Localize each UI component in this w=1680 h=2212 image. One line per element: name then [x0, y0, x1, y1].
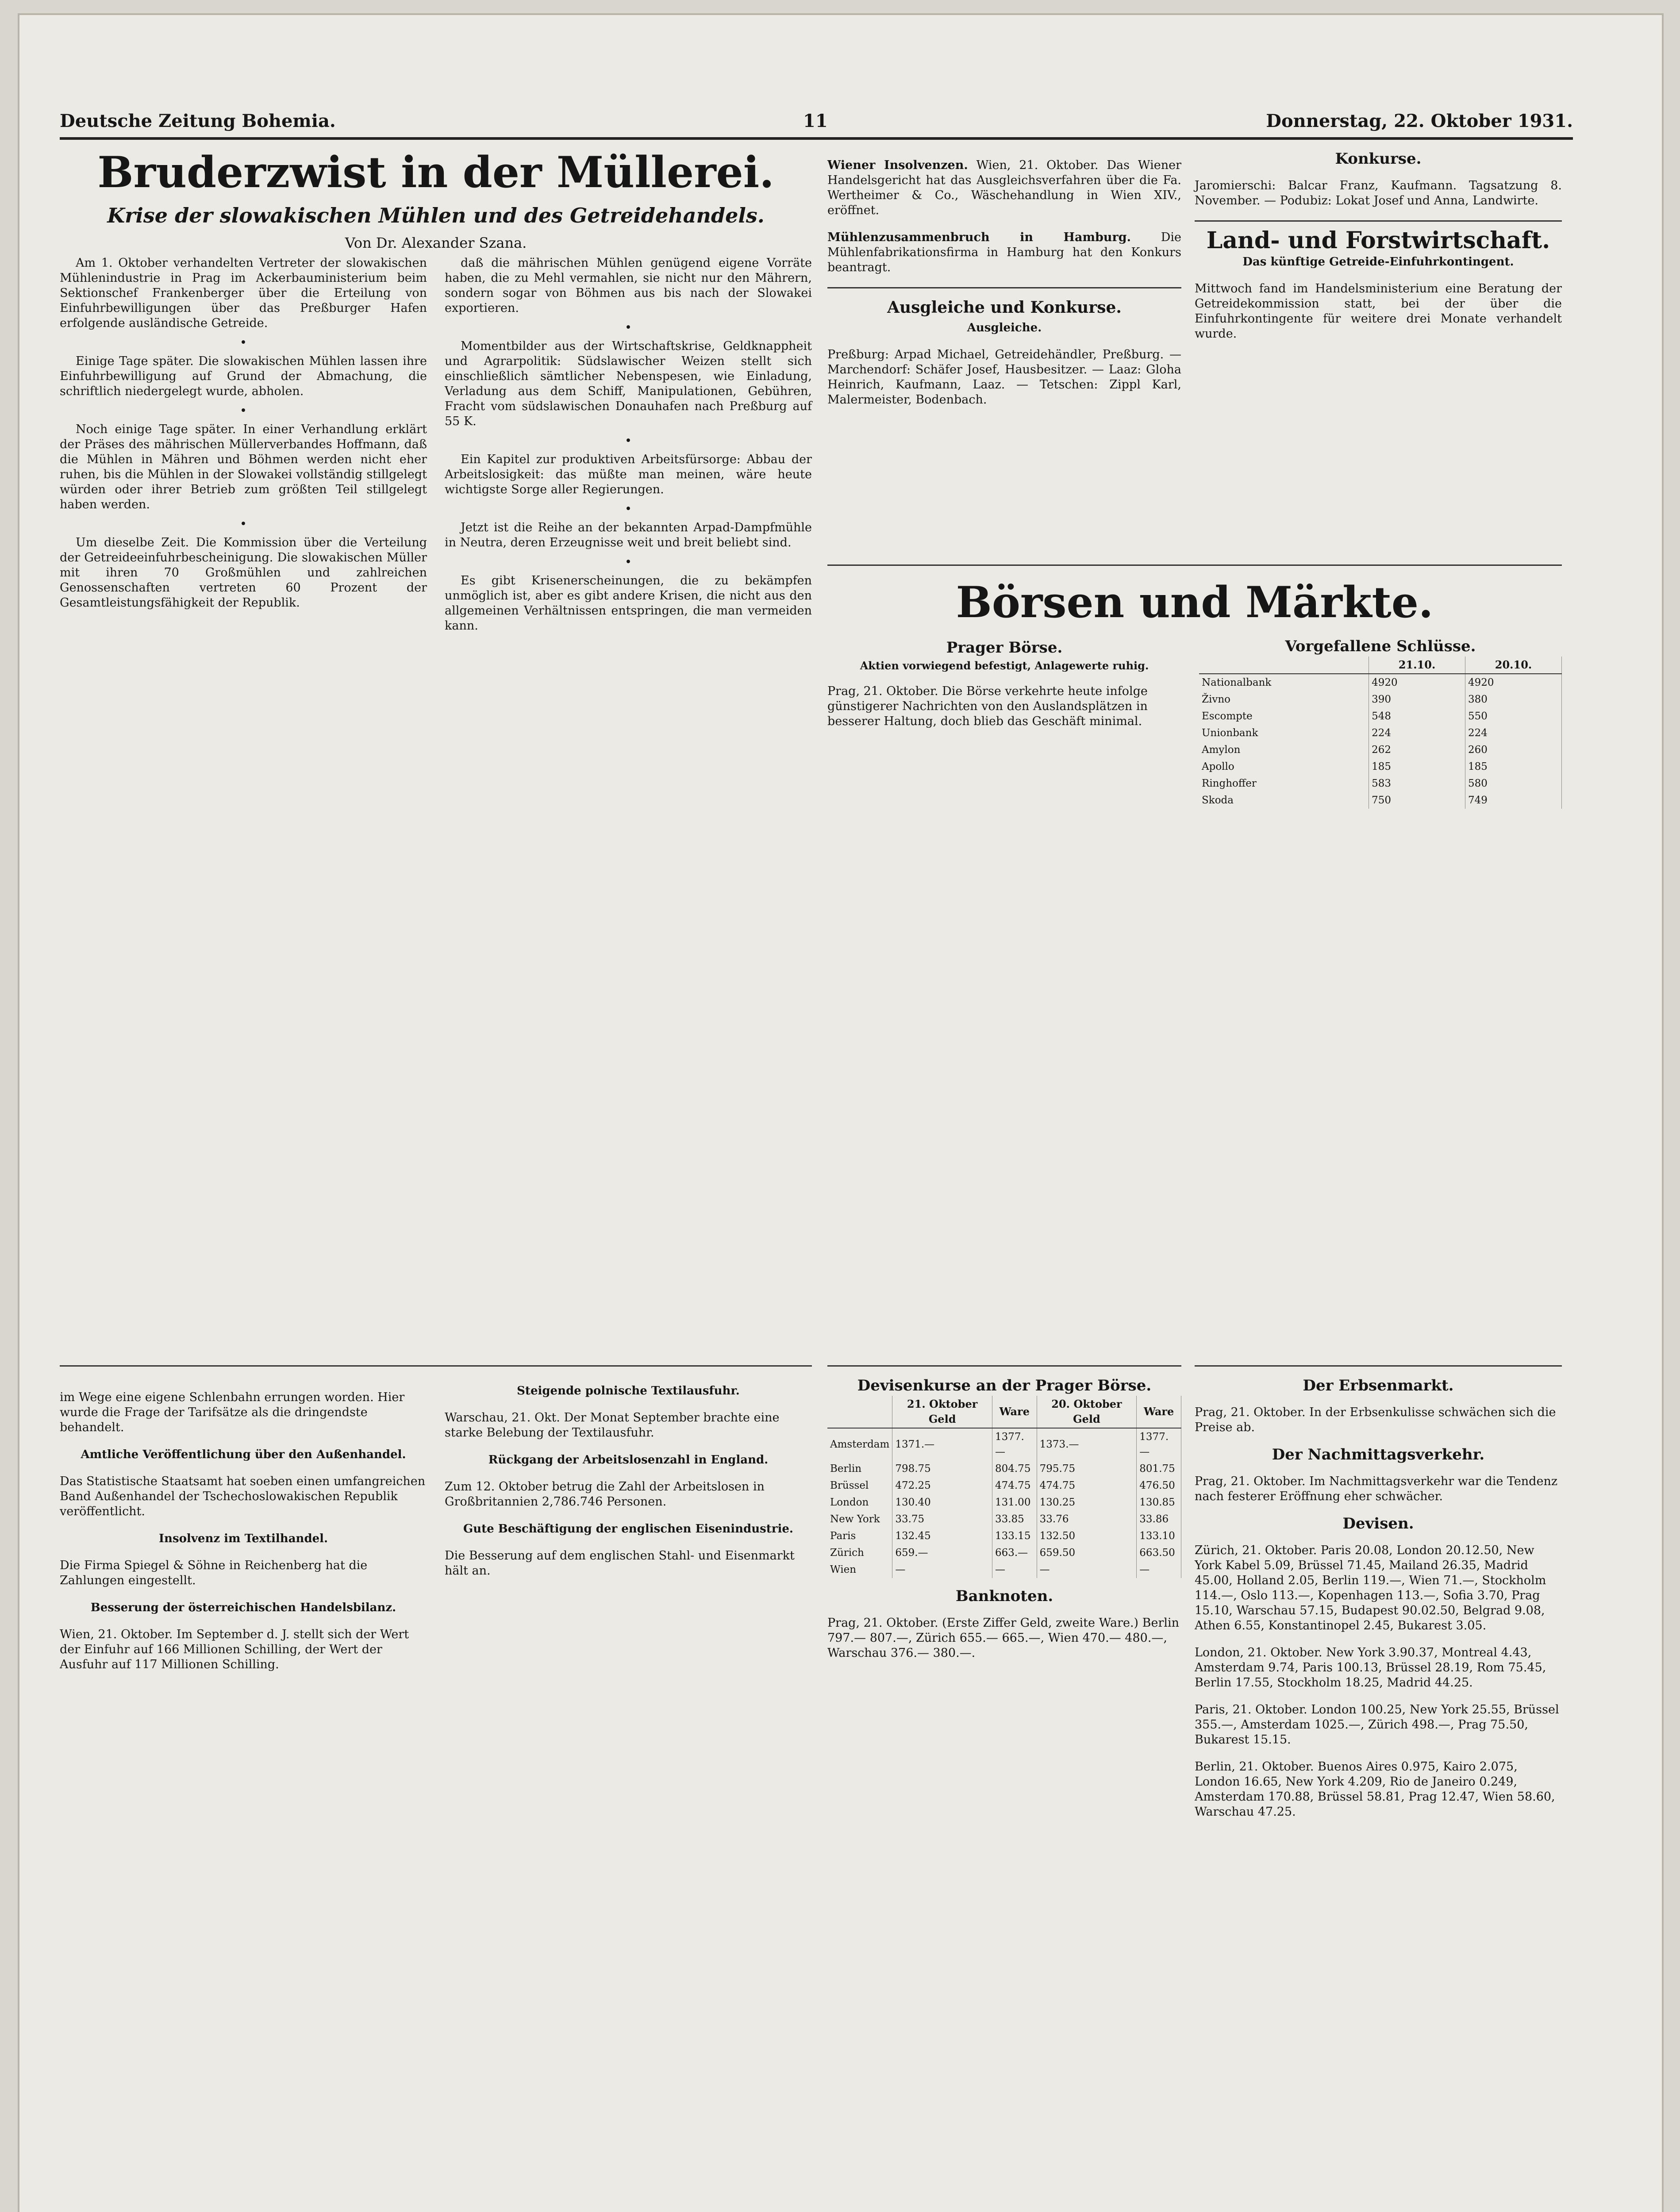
devisen-title: Devisen.: [1342, 1515, 1414, 1532]
article-paragraph: Momentbilder aus der Wirtschaftskrise, Geldknappheit und Agrarpolitik: Südslawischer Weizen stellt sich einschließlich sämtlicher Nebenspesen, wie Einladung, Verladung aus dem Schiff, Manipulationen, Gebühren, Fracht vom südslawischen Donauhafen nach Preßburg auf 55 K.: [445, 339, 812, 428]
article-paragraph: Jetzt ist die Reihe an der bekannten Arpad-Dampfmühle in Neutra, deren Erzeugnisse weit und breit beliebt sind.: [445, 521, 812, 549]
table-row: Wien — — — —: [827, 1561, 1181, 1578]
boerse-section: [827, 553, 1562, 809]
notice-title: Wiener Insolvenzen.: [827, 158, 968, 172]
news-title: Besserung der österreichischen Handelsbilanz.: [90, 1601, 396, 1614]
notice-title: Mühlenzusammenbruch in Hamburg.: [827, 230, 1131, 244]
article-subtitle: Krise der slowakischen Mühlen und des Getreidehandels.: [107, 204, 765, 227]
news-title: Amtliche Veröffentlichung über den Außenhandel.: [81, 1448, 406, 1461]
article-paragraph: Einige Tage später. Die slowakischen Mühlen lassen ihre Einfuhrbewilligung auf Grund der Abmachung, die schriftlich niedergelegt wurde, abholen.: [60, 354, 427, 398]
news-text: Zum 12. Oktober betrug die Zahl der Arbeitslosen in Großbritannien 2,786.746 Personen.: [445, 1480, 765, 1509]
news-title: Rückgang der Arbeitslosenzahl in England.: [488, 1453, 769, 1467]
news-text: Die Firma Spiegel & Söhne in Reichenberg hat die Zahlungen eingestellt.: [60, 1559, 368, 1587]
table-row: Živno 390 380: [1199, 691, 1562, 708]
news-title: Insolvenz im Textilhandel.: [158, 1532, 328, 1545]
erbsen-text: Prag, 21. Oktober. In der Erbsenkulisse schwächen sich die Preise ab.: [1195, 1406, 1556, 1434]
divider: [1195, 220, 1562, 222]
table-row: Unionbank 224 224: [1199, 725, 1562, 741]
table-row: New York 33.75 33.85 33.76 33.86: [827, 1511, 1181, 1528]
notice-text: Die Mühlenfabrikationsfirma in Hamburg hat den Konkurs beantragt.: [827, 230, 1181, 274]
prague-title: Prager Börse.: [946, 639, 1063, 657]
article-paragraph: Am 1. Oktober verhandelten Vertreter der slowakischen Mühlenindustrie in Prag im Ackerbauministerium beim Sektionschef Frankenberger über die Erteilung von Einfuhrbewilligungen über das Preßburger Hafen erfolgende ausländische Getreide.: [60, 256, 427, 330]
news-text: Das Statistische Staatsamt hat soeben einen umfangreichen Band Außenhandel der Tschechoslowakischen Republik veröffentlicht.: [60, 1475, 426, 1518]
table-row: Skoda 750 749: [1199, 792, 1562, 809]
banknoten-title: Banknoten.: [955, 1587, 1053, 1605]
news-text: Warschau, 21. Okt. Der Monat September brachte eine starke Belebung der Textilausfuhr.: [445, 1411, 780, 1440]
news-text: Die Besserung auf dem englischen Stahl- und Eisenmarkt hält an.: [445, 1549, 795, 1578]
table-row: London 130.40 131.00 130.25 130.85: [827, 1494, 1181, 1511]
main-article: [60, 146, 812, 638]
divider: [827, 287, 1181, 288]
konkurse-text: Jaromierschi: Balcar Franz, Kaufmann. Tagsatzung 8. November. — Podubiz: Lokat Josef und Anna, Landwirte.: [1195, 179, 1562, 207]
closing-title: Vorgefallene Schlüsse.: [1285, 637, 1476, 655]
devisen-table: 21. Oktober Geld Ware 20. Oktober Geld Ware Amsterdam 1371.— 1377.— 1373.— 1377.— Berlin 798.75 804.75 795.75 801.75 Brüssel 472.25 474.75 474.75 476.50 London 130.40 131.00 130.25 130.85 New York 33.75 33.85 33.76 33.86 Paris 132.45 133.15 132.50 133.10 Zürich 659.— 663.— 659.50 663.50 Wien — — — —: [827, 1396, 1181, 1578]
right-column: [1195, 146, 1562, 353]
news-title: Gute Beschäftigung der englischen Eisenindustrie.: [463, 1522, 793, 1536]
divider: [60, 1365, 812, 1367]
land-title: Land- und Forstwirtschaft.: [1206, 227, 1550, 254]
table-row: Zürich 659.— 663.— 659.50 663.50: [827, 1544, 1181, 1561]
bottom-right-column: [1195, 1354, 1562, 1832]
news-title: Steigende polnische Textilausfuhr.: [517, 1384, 740, 1398]
paris-text: Paris, 21. Oktober. London 100.25, New York 25.55, Brüssel 355.—, Amsterdam 1025.—, Zürich 498.—, Prag 75.50, Bukarest 15.15.: [1195, 1703, 1559, 1747]
divider: [827, 565, 1562, 566]
bottom-left-column: [60, 1354, 812, 1684]
section-title: Ausgleiche und Konkurse.: [887, 298, 1122, 317]
masthead: Deutsche Zeitung Bohemia.: [60, 111, 336, 131]
page-number: 11: [803, 111, 828, 131]
article-paragraph: Ein Kapitel zur produktiven Arbeitsfürsorge: Abbau der Arbeitslosigkeit: das müßte man meinen, wäre heute wichtigste Sorge aller Regierungen.: [445, 453, 812, 496]
middle-column: [827, 146, 1181, 419]
section-text: Preßburg: Arpad Michael, Getreidehändler, Preßburg. — Marchendorf: Schäfer Josef, Hausbesitzer. — Laaz: Gloha Heinrich, Kaufmann, Laaz. — Tetschen: Zippl Karl, Malermeister, Bodenbach.: [827, 348, 1181, 407]
bottom-middle-column: [827, 1354, 1181, 1673]
page-header: [60, 97, 1573, 140]
london-text: London, 21. Oktober. New York 3.90.37, Montreal 4.43, Amsterdam 9.74, Paris 100.13, Brüssel 28.19, Rom 75.45, Berlin 17.55, Stockholm 18.25, Madrid 44.25.: [1195, 1646, 1546, 1690]
nachmittag-text: Prag, 21. Oktober. Im Nachmittagsverkehr war die Tendenz nach festerer Eröffnung eher schwächer.: [1195, 1475, 1558, 1503]
divider: [827, 1365, 1181, 1367]
devisen-table-title: Devisenkurse an der Prager Börse.: [857, 1377, 1152, 1394]
table-row: Amylon 262 260: [1199, 741, 1562, 758]
table-row: Brüssel 472.25 474.75 474.75 476.50: [827, 1477, 1181, 1494]
table-row: Nationalbank 4920 4920: [1199, 674, 1562, 691]
konkurse-title: Konkurse.: [1335, 150, 1422, 168]
article-column-2: daß die mährischen Mühlen genügend eigene Vorräte haben, die zu Mehl vermahlen, sie nicht nur den Mährern, sondern sogar von Böhmen aus bis nach der Slowakei exportieren. • Momentbilder aus der Wirtschaftskrise, Geldknappheit und Agrarpolitik: Südslawischer Weizen stellt sich einschließlich sämtlicher Nebenspesen, wie Einladung, Verladung aus dem Schiff, Manipulationen, Gebühren, Fracht vom südslawischen Donauhafen nach Preßburg auf 55 K. • Ein Kapitel zur produktiven Arbeitsfürsorge: Abbau der Arbeitslosigkeit: das müßte man meinen, wäre heute wichtigste Sorge aller Regierungen. • Jetzt ist die Reihe an der bekannten Arpad-Dampfmühle in Neutra, deren Erzeugnisse weit und breit beliebt sind. • Es gibt Krisenerscheinungen, die zu bekämpfen unmöglich ist, aber es gibt andere Krisen, die nicht aus den allgemeinen Verhältnissen entspringen, die man vermeiden kann.: [445, 256, 812, 633]
article-column-1: Am 1. Oktober verhandelten Vertreter der slowakischen Mühlenindustrie in Prag im Ackerbauministerium beim Sektionschef Frankenberger über die Erteilung von Einfuhrbewilligungen über das Preßburger Hafen erfolgende ausländische Getreide. • Einige Tage später. Die slowakischen Mühlen lassen ihre Einfuhrbewilligung auf Grund der Abmachung, die schriftlich niedergelegt wurde, abholen. • Noch einige Tage später. In einer Verhandlung erklärt der Präses des mährischen Müllerverbandes Hoffmann, daß die Mühlen in Mähren und Böhmen werden nicht eher ruhen, bis die Mühlen in der Slowakei vollständig stillgelegt würden oder ihrer Betrieb zum größten Teil stillgelegt haben werden. • Um dieselbe Zeit. Die Kommission über die Verteilung der Getreideeinfuhrbescheinigung. Die slowakischen Müller mit ihren 70 Großmühlen und zahlreichen Genossenschaften vertreten 60 Prozent der Gesamtleistungsfähigkeit der Republik.: [60, 256, 427, 610]
article-paragraph: daß die mährischen Mühlen genügend eigene Vorräte haben, die zu Mehl vermahlen, sie nicht nur den Mährern, sondern sogar von Böhmen aus bis nach der Slowakei exportieren.: [445, 256, 812, 315]
divider: [1195, 1365, 1562, 1367]
erbsen-title: Der Erbsenmarkt.: [1303, 1377, 1454, 1394]
article-paragraph: Noch einige Tage später. In einer Verhandlung erklärt der Präses des mährischen Müllerverbandes Hoffmann, daß die Mühlen in Mähren und Böhmen werden nicht eher ruhen, bis die Mühlen in der Slowakei vollständig stillgelegt würden oder ihrer Betrieb zum größten Teil stillgelegt haben werden.: [60, 422, 427, 511]
article-columns: [60, 256, 812, 638]
article-byline: Von Dr. Alexander Szana.: [345, 234, 527, 251]
text: im Wege eine eigene Schlenbahn errungen worden. Hier wurde die Frage der Tarifsätze als die dringendste behandelt.: [60, 1390, 405, 1434]
closing-table: 21.10. 20.10. Nationalbank 4920 4920 Živno 390 380 Escompte 548 550 Unionbank 224 224 Amylon 262 260 Apollo 185 185 Ringhoffer 583 580 Skoda 750 749: [1199, 657, 1562, 809]
prague-text: Prag, 21. Oktober. Die Börse verkehrte heute infolge günstigerer Nachrichten von den Auslandsplätzen in besserer Haltung, doch blieb das Geschäft minimal.: [827, 684, 1148, 728]
devisen-text: Zürich, 21. Oktober. Paris 20.08, London 20.12.50, New York Kabel 5.09, Brüssel 71.45, Mailand 26.35, Madrid 45.00, Holland 2.05, Berlin 119.—, Wien 71.—, Stockholm 114.—, Oslo 113.—, Kopenhagen 113.—, Sofia 3.70, Prag 15.10, Warschau 57.15, Budapest 90.02.50, Belgrad 9.08, Athen 6.55, Konstantinopel 2.45, Bukarest 3.05.: [1195, 1544, 1546, 1632]
article-title: Bruderzwist in der Müllerei.: [97, 147, 774, 197]
table-row: Escompte 548 550: [1199, 708, 1562, 725]
nachmittag-title: Der Nachmittagsverkehr.: [1272, 1446, 1485, 1463]
news-text: Wien, 21. Oktober. Im September d. J. stellt sich der Wert der Einfuhr auf 166 Millionen Schilling, der Wert der Ausfuhr auf 117 Millionen Schilling.: [60, 1628, 409, 1671]
land-text: Mittwoch fand im Handelsministerium eine Beratung der Getreidekommission statt, bei der über die Einfuhrkontingente für weitere drei Monate verhandelt wurde.: [1195, 282, 1562, 341]
issue-date: Donnerstag, 22. Oktober 1931.: [1266, 111, 1573, 131]
article-paragraph: Es gibt Krisenerscheinungen, die zu bekämpfen unmöglich ist, aber es gibt andere Krisen, die nicht aus den allgemeinen Verhältnissen entspringen, die man vermeiden kann.: [445, 574, 812, 633]
berlin-text: Berlin, 21. Oktober. Buenos Aires 0.975, Kairo 2.075, London 16.65, New York 4.209, Rio de Janeiro 0.249, Amsterdam 170.88, Brüssel 58.81, Prag 12.47, Wien 58.60, Warschau 47.25.: [1195, 1760, 1555, 1819]
prague-subtitle: Aktien vorwiegend befestigt, Anlagewerte ruhig.: [860, 659, 1149, 672]
section-subtitle: Ausgleiche.: [967, 321, 1042, 334]
table-row: Berlin 798.75 804.75 795.75 801.75: [827, 1460, 1181, 1477]
table-row: Ringhoffer 583 580: [1199, 775, 1562, 792]
table-row: Apollo 185 185: [1199, 758, 1562, 775]
table-row: Amsterdam 1371.— 1377.— 1373.— 1377.—: [827, 1428, 1181, 1460]
newspaper-page: [18, 13, 1664, 2212]
table-row: Paris 132.45 133.15 132.50 133.10: [827, 1528, 1181, 1544]
article-paragraph: Um dieselbe Zeit. Die Kommission über die Verteilung der Getreideeinfuhrbescheinigung. Die slowakischen Müller mit ihren 70 Großmühlen und zahlreichen Genossenschaften vertreten 60 Prozent der Gesamtleistungsfähigkeit der Republik.: [60, 536, 427, 610]
boerse-title: Börsen und Märkte.: [956, 577, 1434, 627]
banknoten-text: Prag, 21. Oktober. (Erste Ziffer Geld, zweite Ware.) Berlin 797.— 807.—, Zürich 655.— 665.—, Wien 470.— 480.—, Warschau 376.— 380.—.: [827, 1616, 1180, 1660]
land-subtitle: Das künftige Getreide-Einfuhrkontingent.: [1242, 255, 1514, 269]
notice-text: Wien, 21. Oktober. Das Wiener Handelsgericht hat das Ausgleichsverfahren über die Fa. Wertheimer & Co., Wäschehandlung in Wien XIV., eröffnet.: [827, 158, 1181, 217]
